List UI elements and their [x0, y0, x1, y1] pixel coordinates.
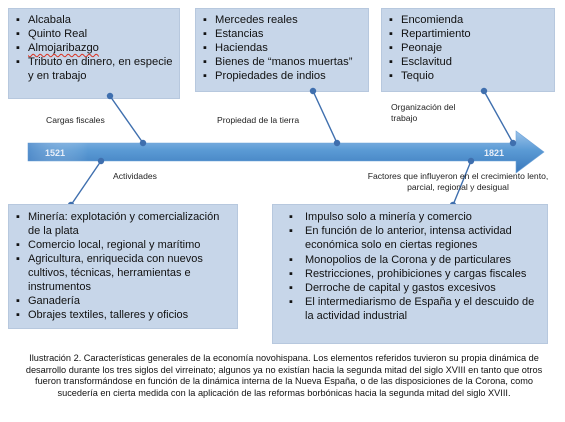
connector-propiedad — [313, 91, 337, 143]
factores-item: ▪ El intermediarismo de España y el descuido de la actividad industrial — [281, 295, 543, 323]
factores-item: ▪ En función de lo anterior, intensa actividad económica solo en ciertas regiones — [281, 224, 543, 252]
organizacion-item: ▪ Peonaje — [388, 41, 550, 55]
label-factores: Factores que influyeron en el crecimiento lento, parcial, regional y desigual — [367, 171, 549, 192]
propiedad-item: ▪ Mercedes reales — [202, 13, 364, 27]
organizacion-item: ▪ Repartimiento — [388, 27, 550, 41]
cargas-item: ▪ Tributo en dinero, en especie y en trabajo — [15, 55, 175, 83]
propiedad-item: ▪ Estancias — [202, 27, 364, 41]
figure-caption: Ilustración 2. Características generales de la economía novohispana. Los elementos referidos tuvieron su propia dinámica de desarrollo durante los tres siglos del virreinato; algunos ya no existían hacia la segunda mitad del siglo XVIII en tanto que otros fueron transformándose en función de la dinámica interna de la Nueva España, o de las disposiciones de la Corona, como sucedería en cierta medida con la aplicación de las reformas borbónicas hacia la segunda mitad del siglo XVIII. — [25, 353, 543, 398]
organizacion-item: ▪ Encomienda — [388, 13, 550, 27]
organizacion-item: ▪ Tequio — [388, 69, 550, 83]
cargas-item: ▪ Quinto Real — [15, 27, 175, 41]
actividades-item: ▪ Ganadería — [15, 294, 233, 308]
factores-item: ▪ Derroche de capital y gastos excesivos — [281, 281, 543, 295]
connector-dot — [140, 140, 146, 146]
actividades-item: ▪ Agricultura, enriquecida con nuevos cultivos, técnicas, herramientas e instrumentos — [15, 252, 233, 294]
organizacion-item: ▪ Esclavitud — [388, 55, 550, 69]
start-year-label: 1521 — [45, 148, 66, 158]
label-actividades: Actividades — [113, 171, 157, 181]
connector-dot — [481, 88, 487, 94]
cargas-item: ▪ Alcabala — [15, 13, 175, 27]
propiedad-item: ▪ Haciendas — [202, 41, 364, 55]
end-year-label: 1821 — [484, 148, 505, 158]
factores-item: ▪ Impulso solo a minería y comercio — [281, 210, 543, 224]
connector-actividades — [71, 161, 101, 205]
actividades-item: ▪ Obrajes textiles, talleres y oficios — [15, 308, 233, 322]
connector-dot — [510, 140, 516, 146]
connector-organizacion — [484, 91, 513, 143]
timeline-arrow — [28, 131, 544, 173]
label-cargas-fiscales: Cargas fiscales — [46, 115, 105, 125]
label-organizacion-trabajo: Organización del trabajo — [391, 102, 456, 123]
connector-dot — [98, 158, 104, 164]
spelled-word: Almojaribazgo — [28, 42, 99, 54]
factores-item: ▪ Monopolios de la Corona y de particulares — [281, 253, 543, 267]
connector-dot — [334, 140, 340, 146]
factores-box — [272, 204, 548, 344]
propiedad-item: ▪ Bienes de “manos muertas” — [202, 55, 364, 69]
actividades-item: ▪ Comercio local, regional y marítimo — [15, 238, 233, 252]
label-propiedad-tierra: Propiedad de la tierra — [217, 115, 300, 125]
connector-dot — [468, 158, 474, 164]
connector-dot — [107, 93, 113, 99]
propiedad-item: ▪ Propiedades de indios — [202, 69, 364, 83]
actividades-box — [8, 204, 238, 329]
connector-cargas — [110, 96, 143, 143]
factores-item: ▪ Restricciones, prohibiciones y cargas fiscales — [281, 267, 543, 281]
actividades-item: ▪ Minería: explotación y comercialización de la plata — [15, 210, 233, 238]
connector-dot — [310, 88, 316, 94]
